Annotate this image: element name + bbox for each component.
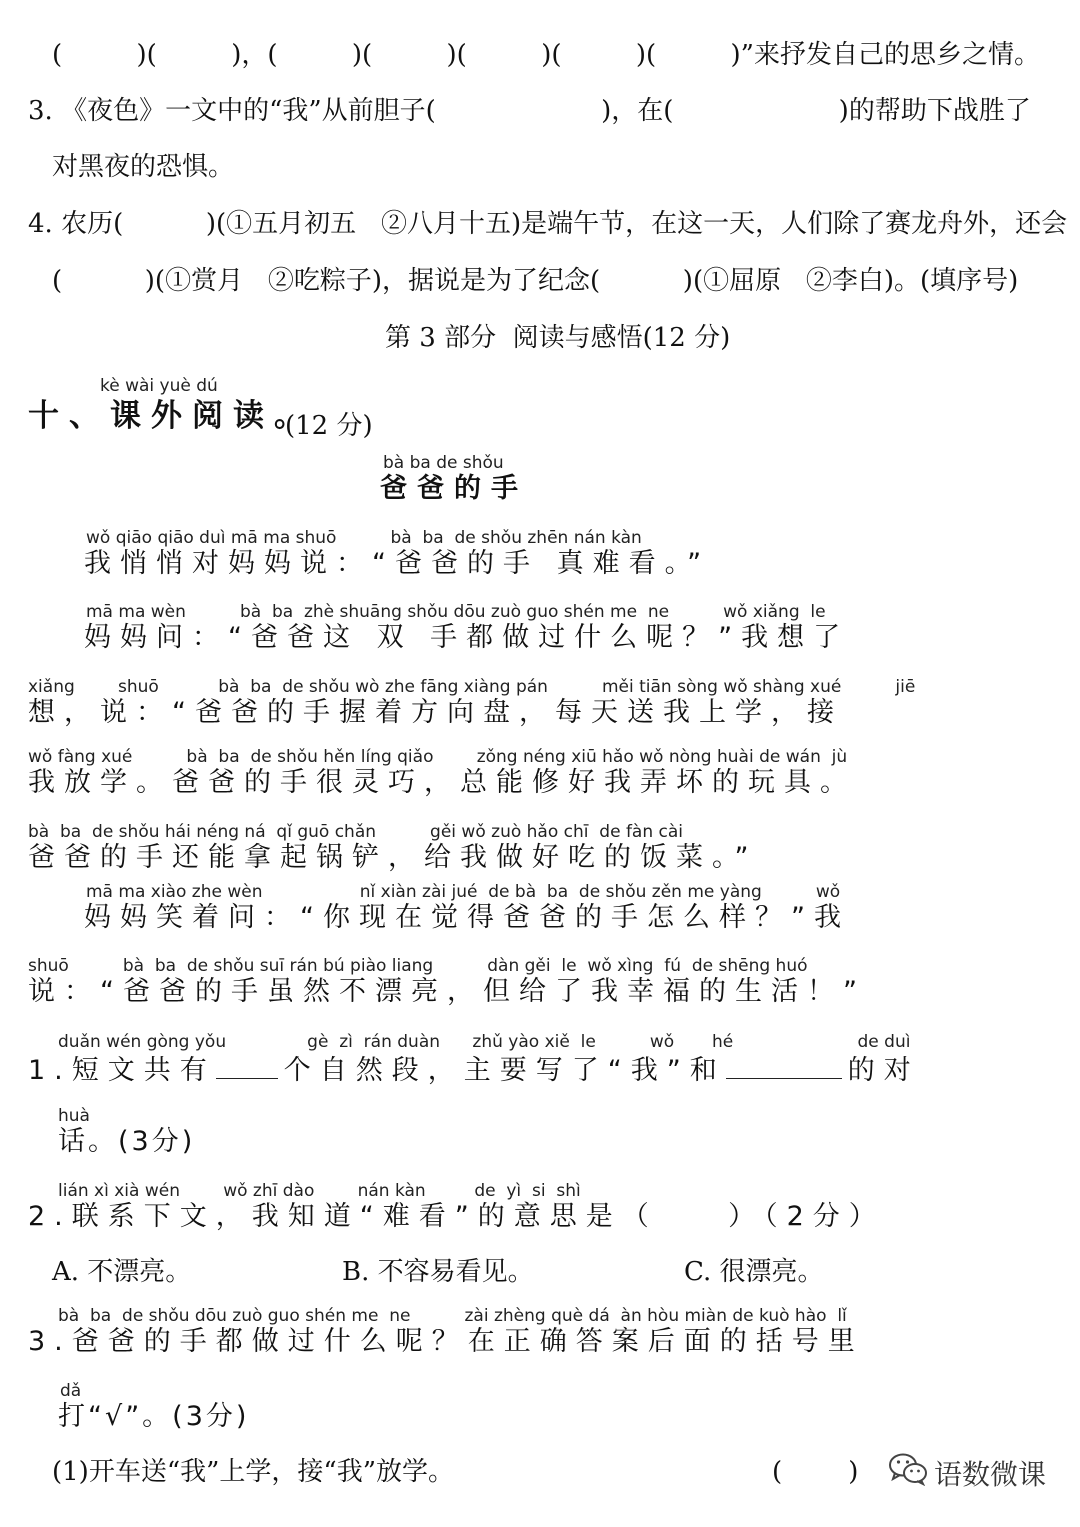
q1-tail: 话。(3分) [58,1126,196,1157]
story-line-pinyin: shuō bà ba de shǒu suī rán bú piào liang dàn gěi le wǒ xìng fú de shēng huó [28,956,808,976]
q2-stem: 2.联系下文，我知道“难看”的意思是（ ）（2分） [28,1201,885,1232]
sec10-title: 十、课外阅读。 [28,398,315,434]
story-line-text: 我放学。爸爸的手很灵巧，总能修好我弄坏的玩具。 [28,767,856,798]
story-line-text: 想，说：“爸爸的手握着方向盘，每天送我上学，接 [28,697,843,728]
story-title-pinyin: bà ba de shǒu [383,453,504,473]
story-line-text: 我悄悄对妈妈说：“爸爸的手 真难看。” [84,548,711,579]
wechat-icon [888,1452,928,1493]
q3-item-1: (1)开车送“我”上学，接“我”放学。 [52,1457,454,1487]
q3-tail: 打“√”。(3分) [58,1401,250,1432]
q1-text-pre: 短文共有 [71,1055,216,1086]
q1-blank-count[interactable] [216,1054,278,1079]
q3-stem: 3.爸爸的手都做过什么呢？在正确答案后面的括号里 [28,1326,864,1357]
q1-pinyin: duǎn wén gòng yǒu gè zì rán duàn zhǔ yào xiě le wǒ hé de duì [58,1032,911,1052]
q4-line-b: ( )(①赏月 ②吃粽子)，据说是为了纪念( )(①屈原 ②李白)。(填序号) [52,266,1019,296]
sec10-pinyin: kè wài yuè dú [100,376,218,396]
story-line-pinyin: mā ma xiào zhe wèn nǐ xiàn zài jué de bà ba de shǒu zěn me yàng wǒ [86,882,841,902]
watermark [888,1452,1046,1493]
part3-heading: 第 3 部分 阅读与感悟(12 分) [385,323,731,353]
q1-text-post: 的对 [847,1055,920,1086]
q4-line-a: 4. 农历( )(①五月初五 ②八月十五)是端午节，在这一天，人们除了赛龙舟外，还会 [28,209,1068,239]
q2-option-c[interactable]: C. 很漂亮。 [684,1257,824,1287]
q1-text-mid: 个自然段，主要写了“我”和 [283,1055,726,1086]
q3-pinyin-2: dǎ [60,1381,82,1401]
q1-stem [28,1054,920,1084]
sec10-score: (12 分) [285,411,373,441]
q2-pinyin: lián xì xià wén wǒ zhī dào nán kàn de yì si shì [58,1181,581,1201]
q2-option-a[interactable]: A. 不漂亮。 [52,1257,192,1287]
q3-item-1-answer[interactable]: ( ) [772,1457,859,1487]
q1-number: 1. [28,1055,72,1086]
q1-blank-person[interactable] [726,1054,842,1079]
story-line-pinyin: mā ma wèn bà ba zhè shuāng shǒu dōu zuò guo shén me ne wǒ xiǎng le [86,602,826,622]
story-line-pinyin: wǒ fàng xué bà ba de shǒu hěn líng qiǎo zǒng néng xiū hǎo wǒ nòng huài de wán jù [28,747,848,767]
story-line-text: 爸爸的手还能拿起锅铲，给我做好吃的饭菜。” [28,842,758,873]
story-line-pinyin: bà ba de shǒu hái néng ná qǐ guō chǎn gěi wǒ zuò hǎo chī de fàn cài [28,822,684,842]
q3-line-b: 对黑夜的恐惧。 [52,152,235,182]
watermark-text: 语数微课 [934,1457,1047,1491]
q2-option-b[interactable]: B. 不容易看见。 [342,1257,534,1287]
story-title: 爸爸的手 [380,473,528,504]
q1-pinyin-2: huà [58,1106,90,1126]
story-line-text: 妈妈问：“爸爸这 双 手都做过什么呢？”我想了 [84,622,850,653]
q3-line-a: 3. 《夜色》一文中的“我”从前胆子( )，在( )的帮助下战胜了 [28,96,1031,126]
q2-tail-line: ( )( )，( )( )( )( )( )”来抒发自己的思乡之情。 [52,40,1040,70]
story-line-text: 说：“爸爸的手虽然不漂亮，但给了我幸福的生活！” [28,976,866,1007]
q3-pinyin: bà ba de shǒu dōu zuò guo shén me ne zài zhèng què dá àn hòu miàn de kuò hào lǐ [58,1306,847,1326]
story-line-pinyin: wǒ qiāo qiāo duì mā ma shuō bà ba de shǒu zhēn nán kàn [86,528,642,548]
story-line-pinyin: xiǎng shuō bà ba de shǒu wò zhe fāng xiàng pán měi tiān sòng wǒ shàng xué jiē [28,677,916,697]
story-line-text: 妈妈笑着问：“你现在觉得爸爸的手怎么样？”我 [84,902,850,933]
